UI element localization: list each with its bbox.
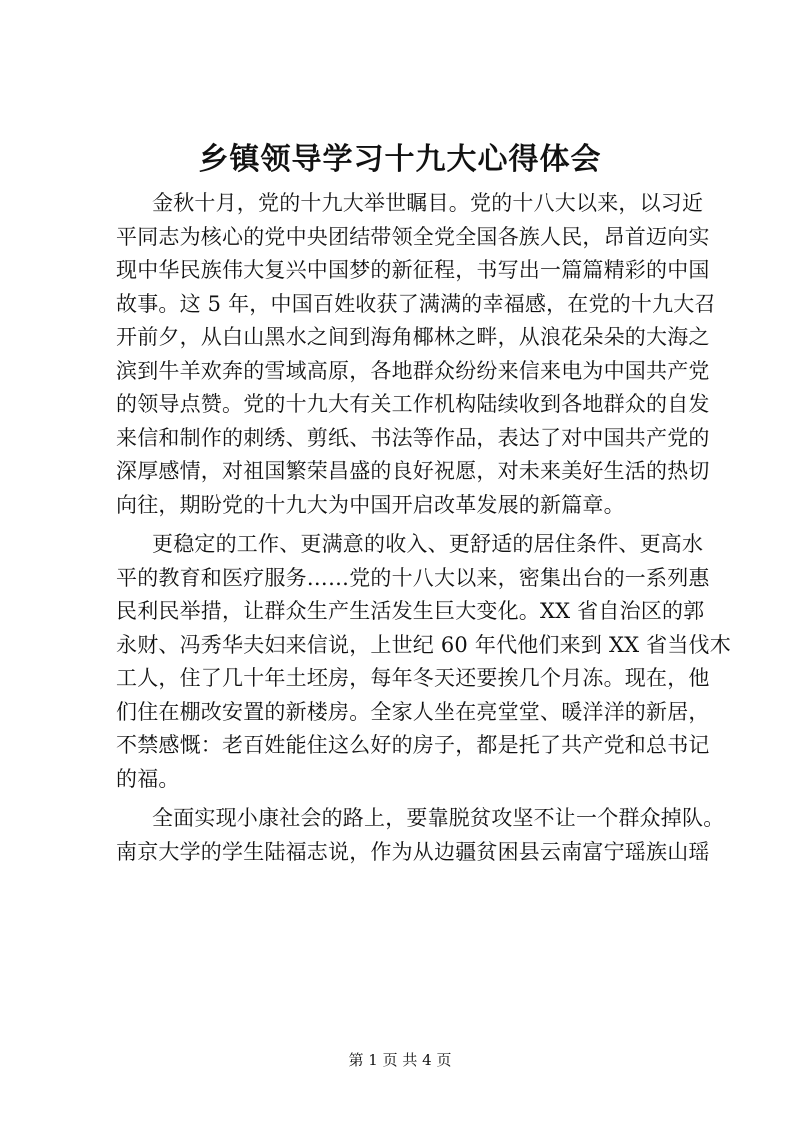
text-line: 现中华民族伟大复兴中国梦的新征程，书写出一篇篇精彩的中国 (116, 258, 710, 282)
text-line: 全面实现小康社会的路上，要靠脱贫攻坚不让一个群众掉队。 (152, 806, 725, 830)
body-text (116, 187, 731, 875)
text-line: 平同志为核心的党中央团结带领全党全国各族人民，昂首迈向实 (116, 224, 710, 249)
page-title: 乡镇领导学习十九大心得体会 (198, 142, 602, 177)
text-line: 民利民举措，让群众生产生活发生巨大变化。XX 省自治区的郭 (116, 599, 705, 623)
text-line: 滨到牛羊欢奔的雪域高原，各地群众纷纷来信来电为中国共产党 (116, 358, 710, 383)
text-line: 的领导点赞。党的十九大有关工作机构陆续收到各地群众的自发 (116, 392, 710, 416)
text-line: 金秋十月，党的十九大举世瞩目。党的十八大以来，以习近 (152, 191, 704, 215)
text-line: 故事。这 5 年，中国百姓收获了满满的幸福感，在党的十九大召 (116, 291, 716, 316)
text-line: 更稳定的工作、更满意的收入、更舒适的居住条件、更高水 (152, 532, 704, 556)
paragraph (116, 528, 731, 796)
text-line: 的福。 (116, 766, 180, 791)
paragraph (116, 802, 725, 869)
text-line: 平的教育和医疗服务……党的十八大以来，密集出台的一系列惠 (116, 565, 710, 590)
text-line: 来信和制作的刺绣、剪纸、书法等作品，表达了对中国共产党的 (116, 425, 710, 450)
text-line: 向往，期盼党的十九大为中国开启改革发展的新篇章。 (116, 492, 625, 517)
text-line: 深厚感情，对祖国繁荣昌盛的良好祝愿，对未来美好生活的热切 (116, 459, 710, 483)
paragraph (116, 187, 716, 522)
text-line: 工人，住了几十年土坯房，每年冬天还要挨几个月冻。现在，他 (116, 666, 710, 690)
text-line: 开前夕，从白山黑水之间到海角椰林之畔，从浪花朵朵的大海之 (116, 325, 710, 349)
page-footer: 第 1 页 共 4 页 (348, 1051, 452, 1069)
text-line: 们住在棚改安置的新楼房。全家人坐在亮堂堂、暖洋洋的新居， (116, 699, 710, 724)
text-line: 南京大学的学生陆福志说，作为从边疆贫困县云南富宁瑶族山瑶 (116, 839, 710, 864)
text-line: 不禁感慨：老百姓能住这么好的房子，都是托了共产党和总书记 (116, 733, 710, 757)
text-line: 永财、冯秀华夫妇来信说，上世纪 60 年代他们来到 XX 省当伐木 (116, 632, 731, 657)
